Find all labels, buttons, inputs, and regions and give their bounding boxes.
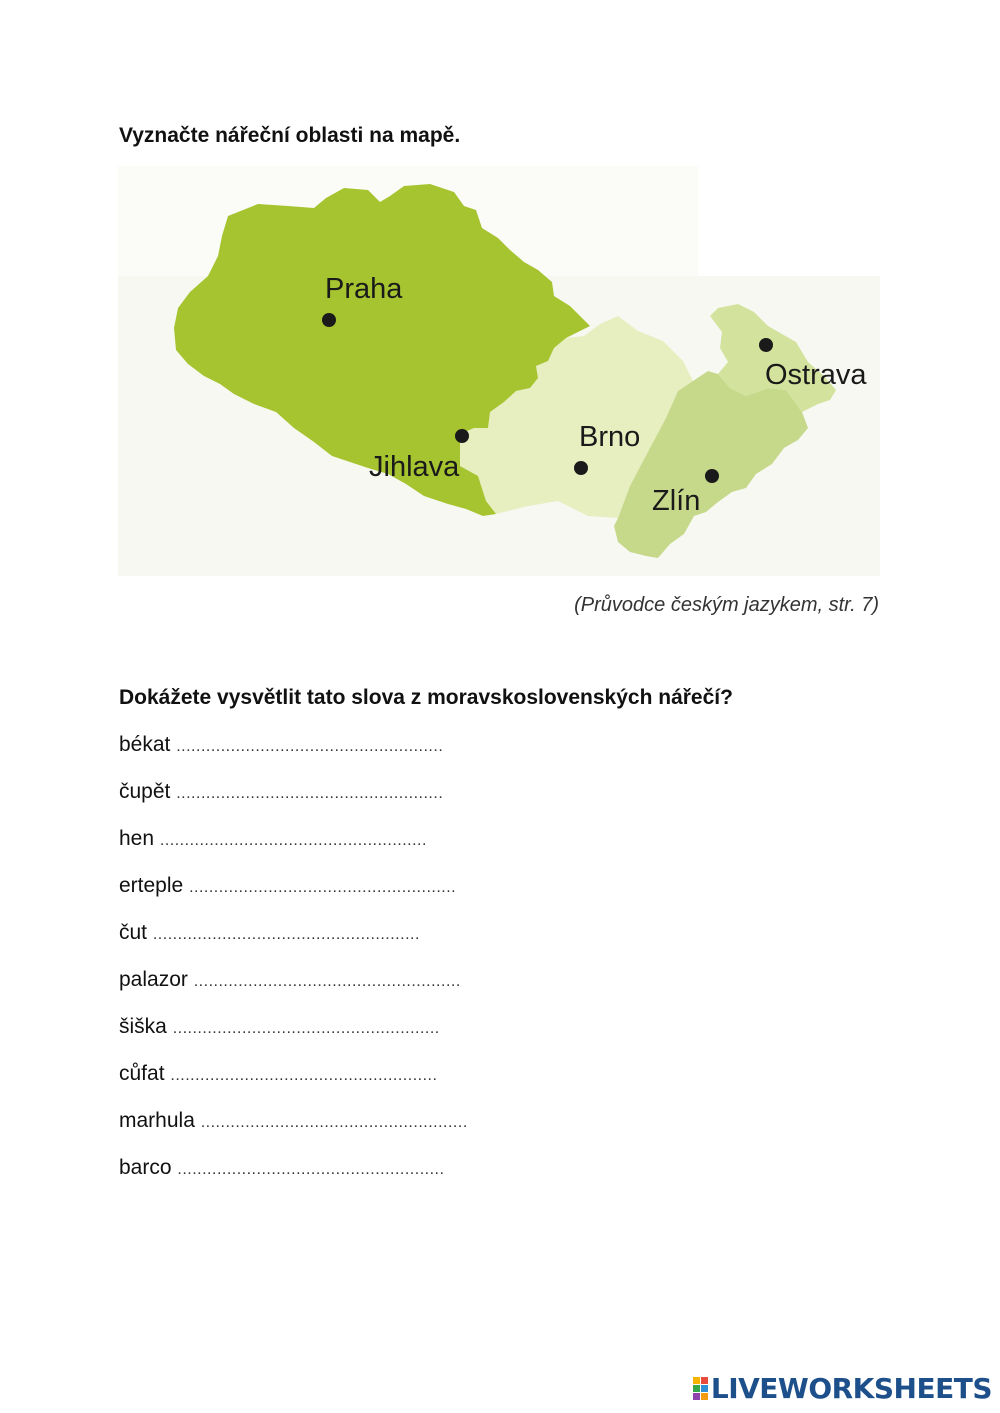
answer-dots[interactable]: ...................................................... (189, 879, 457, 896)
answer-dots[interactable]: ...................................................... (172, 1020, 440, 1037)
dialect-map-svg (118, 166, 880, 576)
dialect-word: marhula (119, 1109, 195, 1132)
dialect-word: palazor (119, 968, 188, 991)
dialect-map (118, 166, 880, 576)
answer-dots[interactable]: ...................................................... (159, 832, 427, 849)
list-item (119, 968, 468, 1015)
dialect-word: hen (119, 827, 155, 850)
list-item (119, 1015, 468, 1062)
source-caption: (Průvodce českým jazykem, str. 7) (574, 594, 879, 616)
city-label-praha: Praha (325, 273, 403, 305)
answer-dots[interactable]: ...................................................... (200, 1114, 468, 1131)
words-task-heading: Dokážete vysvětlit tato slova z moravskoslovenských nářečí? (119, 686, 733, 709)
answer-dots[interactable]: ...................................................... (170, 1067, 438, 1084)
city-dot-praha (322, 313, 336, 327)
city-dot-ostrava (759, 338, 773, 352)
list-item (119, 921, 468, 968)
city-label-brno: Brno (579, 421, 641, 453)
logo-text: LIVEWORKSHEETS (710, 1371, 992, 1405)
list-item (119, 1156, 468, 1203)
city-dot-zlin (705, 469, 719, 483)
city-label-jihlava: Jihlava (369, 451, 460, 483)
dialect-word: békat (119, 733, 171, 756)
list-item (119, 1062, 468, 1109)
city-label-zlin: Zlín (652, 485, 701, 517)
map-task-heading: Vyznačte nářeční oblasti na mapě. (119, 124, 461, 147)
list-item (119, 827, 468, 874)
answer-dots[interactable]: ...................................................... (193, 973, 461, 990)
dialect-word: čupět (119, 780, 171, 803)
dialect-word: šiška (119, 1015, 167, 1038)
liveworksheets-logo[interactable] (693, 1373, 992, 1403)
word-list (119, 733, 468, 1203)
city-dot-jihlava (455, 429, 469, 443)
answer-dots[interactable]: ...................................................... (177, 1161, 445, 1178)
dialect-word: barco (119, 1156, 172, 1179)
list-item (119, 874, 468, 921)
dialect-word: erteple (119, 874, 184, 897)
list-item (119, 780, 468, 827)
dialect-word: cůfat (119, 1062, 165, 1085)
list-item (119, 1109, 468, 1156)
city-label-ostrava: Ostrava (765, 359, 867, 391)
logo-blocks-icon (693, 1377, 708, 1400)
answer-dots[interactable]: ...................................................... (152, 926, 420, 943)
answer-dots[interactable]: ...................................................... (176, 738, 444, 755)
answer-dots[interactable]: ...................................................... (176, 785, 444, 802)
list-item (119, 733, 468, 780)
city-dot-brno (574, 461, 588, 475)
dialect-word: čut (119, 921, 148, 944)
